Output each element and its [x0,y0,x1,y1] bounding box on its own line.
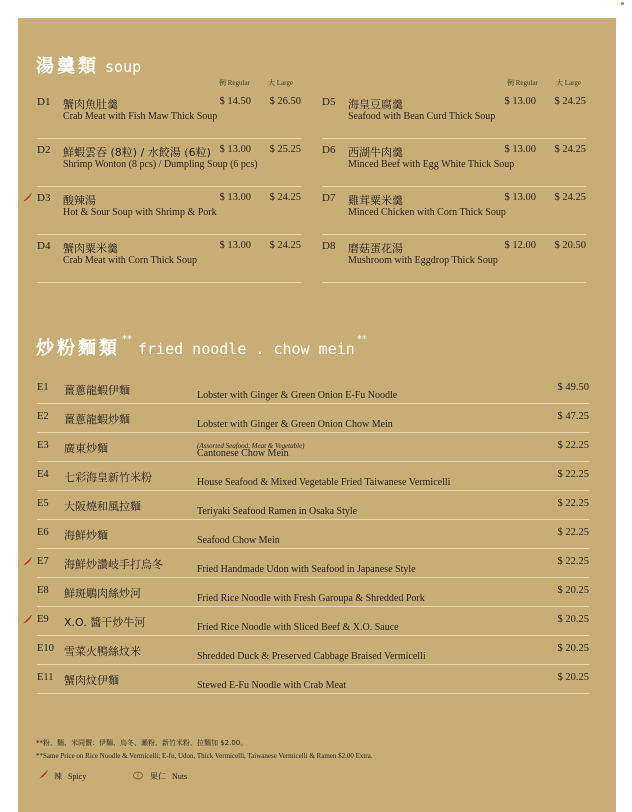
soup-title-zh: 湯羹類 [36,56,99,77]
item-name-zh: 薑蔥龍蝦炒麵 [64,413,130,426]
item-code: D1 [37,96,51,108]
chili-pepper-icon [22,193,32,203]
item-price: $ 20.25 [557,585,589,596]
legend-nuts-zh: 果仁 [150,772,166,781]
noodle-title-en-stars: ** [356,334,367,345]
item-price: $ 22.25 [557,469,589,480]
item-name-zh: 酸辣湯 [63,194,96,207]
noodle-title-stars: ** [122,334,132,345]
item-name-en: Mushroom with Eggdrop Thick Soup [348,255,498,266]
soup-item [37,192,301,235]
size-regular-right: 例 Regular [507,79,538,87]
noodle-item: E7 海鮮炒讚岐手打烏冬 Fried Handmade Udon with Seafood in Japanese Style $ 22.25 [37,548,589,578]
noodle-section-title [36,334,367,360]
item-code: E1 [37,382,49,393]
legend-spicy-en: Spicy [68,772,87,781]
item-price: $ 22.25 [557,556,589,567]
noodle-item: E10 雪菜火鴨絲炆米 Shredded Duck & Preserved Cabbage Braised Vermicelli $ 20.25 [37,635,589,665]
price-large: $ 24.25 [269,240,301,251]
item-code: E3 [37,440,49,451]
item-name-zh: 蟹肉魚肚羹 [63,98,118,111]
noodle-item: E4 七彩海皇新竹米粉 House Seafood & Mixed Vegetable Fried Taiwanese Vermicelli $ 22.25 [37,461,589,491]
item-price: $ 47.25 [557,411,589,422]
soup-item [322,144,586,187]
item-code: D3 [37,192,51,204]
item-name-en: Crab Meat with Corn Thick Soup [63,255,197,266]
item-name-zh: 七彩海皇新竹米粉 [64,471,152,484]
noodle-item: E1 薑蔥龍蝦伊麵 Lobster with Ginger & Green Onion E-Fu Noodle $ 49.50 [37,374,589,404]
footnote-en: **Same Price on Rice Noodle & Vermicelli; E-fu, Udon, Thick Vermicelli, Taiwanese Vermicelli & Ramen $2.00 Extra. [36,752,373,760]
size-regular-left: 例 Regular [219,79,250,87]
item-code: E6 [37,527,49,538]
nut-icon [132,770,144,780]
item-price: $ 20.25 [557,643,589,654]
legend-nuts [132,770,187,782]
price-large: $ 24.25 [554,192,586,203]
item-price: $ 20.25 [557,614,589,625]
noodle-item: E2 薑蔥龍蝦炒麵 Lobster with Ginger & Green Onion Chow Mein $ 47.25 [37,403,589,433]
price-large: $ 20.50 [554,240,586,251]
corner-mark [621,2,624,5]
soup-item [322,96,586,139]
item-code: E4 [37,469,49,480]
item-code: E5 [37,498,49,509]
item-price: $ 49.50 [557,382,589,393]
item-name-zh: X.O. 醬干炒牛河 [64,616,146,629]
item-name-zh: 海鮮炒讚岐手打烏冬 [64,558,163,571]
item-name-zh: 蟹肉炆伊麵 [64,674,119,687]
item-name-en: Crab Meat with Fish Maw Thick Soup [63,111,218,122]
legend-spicy-zh: 辣 [54,772,62,781]
price-large: $ 26.50 [269,96,301,107]
item-price: $ 22.25 [557,440,589,451]
chili-pepper-icon [22,615,32,625]
noodle-item: E9 X.O. 醬干炒牛河 Fried Rice Noodle with Sliced Beef & X.O. Sauce $ 20.25 [37,606,589,636]
item-name-zh: 薑蔥龍蝦伊麵 [64,384,130,397]
soup-section-title [36,52,141,78]
soup-item [322,240,586,283]
item-code: D2 [37,144,51,156]
noodle-item [37,432,589,462]
item-name-zh: 海鮮炒麵 [64,529,108,542]
item-code: E8 [37,585,49,596]
item-code: E11 [37,672,54,683]
item-name-zh: 雪菜火鴨絲炆米 [64,645,141,658]
soup-item [37,240,301,283]
price-regular: $ 13.00 [219,192,251,203]
item-name-en: Shrimp Wonton (8 pcs) / Dumpling Soup (6 pcs) [63,159,258,170]
footnote-zh: **粉、麵、米同價：伊麵、烏冬、瀨粉、新竹米粉、拉麵加 $2.00。 [36,739,248,747]
item-name-en: Minced Beef with Egg White Thick Soup [348,159,515,170]
item-code: E2 [37,411,49,422]
item-code: E9 [37,614,49,625]
item-name-en: Seafood with Bean Curd Thick Soup [348,111,496,122]
item-name-zh: 磨菇蛋花湯 [348,242,403,255]
noodle-item: E8 鮮斑鵰肉絲炒河 Fried Rice Noodle with Fresh Garoupa & Shredded Pork $ 20.25 [37,577,589,607]
item-code: D8 [322,240,336,252]
item-price: $ 22.25 [557,527,589,538]
item-code: D4 [37,240,51,252]
price-regular: $ 12.00 [504,240,536,251]
price-large: $ 24.25 [554,144,586,155]
item-code: D7 [322,192,336,204]
item-name-en: Cantonese Chow Mein (Assorted Seafood, Meat & Vegetable) [197,442,305,459]
soup-item [322,192,586,235]
price-regular: $ 14.50 [219,96,251,107]
item-code: E10 [37,643,54,654]
item-code: E7 [37,556,49,567]
legend-spicy [38,770,86,782]
soup-item [37,96,301,139]
price-regular: $ 13.00 [219,240,251,251]
item-code: D6 [322,144,336,156]
price-regular: $ 13.00 [504,144,536,155]
noodle-item: E5 大阪燒和風拉麵 Teriyaki Seafood Ramen in Osaka Style $ 22.25 [37,490,589,520]
price-regular: $ 13.00 [219,144,251,155]
item-name-zh: 大阪燒和風拉麵 [64,500,141,513]
item-name-zh: 海皇豆腐羹 [348,98,403,111]
soup-title-en: soup [105,58,142,76]
soup-item [37,144,301,187]
item-code: D5 [322,96,336,108]
item-price: $ 20.25 [557,672,589,683]
item-name-zh: 雞茸粟米羹 [348,194,403,207]
item-name-zh: 鮮斑鵰肉絲炒河 [64,587,141,600]
item-name-zh: 西湖牛肉羹 [348,146,403,159]
item-name-en: Minced Chicken with Corn Thick Soup [348,207,506,218]
item-name-zh: 廣東炒麵 [64,442,108,455]
price-large: $ 24.25 [269,192,301,203]
chili-pepper-icon [38,770,48,780]
legend-nuts-en: Nuts [172,772,188,781]
item-name-en: Hot & Sour Soup with Shrimp & Pork [63,207,217,218]
noodle-item: E6 海鮮炒麵 Seafood Chow Mein $ 22.25 [37,519,589,549]
price-regular: $ 13.00 [504,192,536,203]
price-large: $ 24.25 [554,96,586,107]
noodle-title-en: fried noodle . chow mein [138,340,355,358]
size-large-right: 大 Large [556,79,581,87]
noodle-item: E11 蟹肉炆伊麵 Stewed E-Fu Noodle with Crab Meat $ 20.25 [37,664,589,694]
price-regular: $ 13.00 [504,96,536,107]
noodle-title-zh: 炒粉麵類 [36,338,120,359]
size-large-left: 大 Large [268,79,293,87]
item-name-zh: 鮮蝦雲吞 (8粒) / 水餃湯 (6粒) [63,146,211,159]
price-large: $ 25.25 [269,144,301,155]
item-name-zh: 蟹肉粟米羹 [63,242,118,255]
chili-pepper-icon [22,557,32,567]
item-price: $ 22.25 [557,498,589,509]
item-note: (Assorted Seafood, Meat & Vegetable) [197,442,305,450]
